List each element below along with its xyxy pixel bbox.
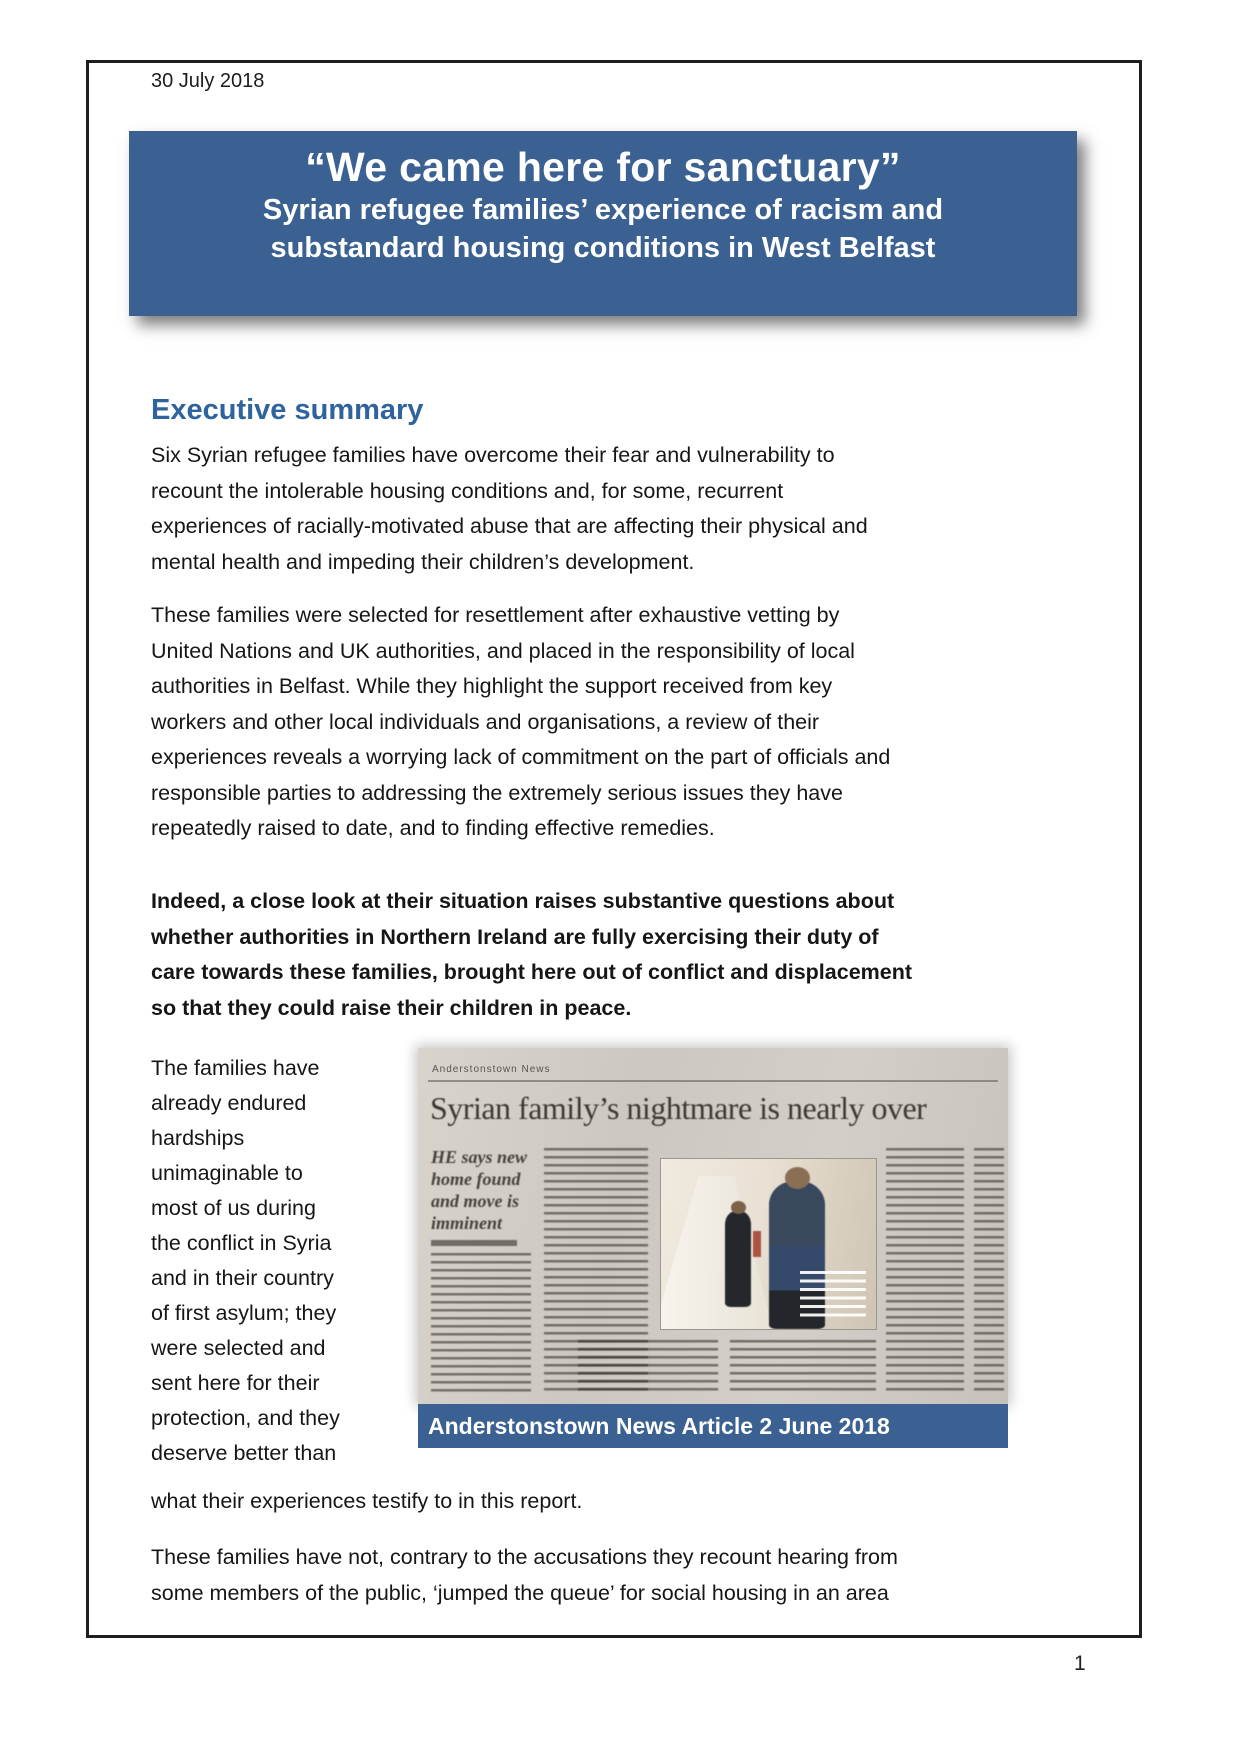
text-line: Six Syrian refugee families have overcome their fear and vulnerability to <box>151 443 835 467</box>
text-line: hardships <box>151 1126 245 1150</box>
report-subtitle-line2: substandard housing conditions in West Belfast <box>270 232 936 264</box>
newspaper-rule <box>428 1080 998 1082</box>
text-line: deserve better than <box>151 1441 337 1465</box>
newspaper-headline: Syrian family’s nightmare is nearly over <box>430 1090 927 1126</box>
text-line: Indeed, a close look at their situation raises substantive questions about <box>151 889 895 913</box>
section-heading-executive-summary: Executive summary <box>151 394 424 426</box>
text-line: responsible parties to addressing the extremely serious issues they have <box>151 780 843 805</box>
paragraph-1 <box>151 438 868 580</box>
text-line: and move is <box>431 1191 519 1211</box>
text-line: experiences of racially-motivated abuse that are affecting their physical and <box>151 514 868 538</box>
text-line: These families have not, contrary to the accusations they recount hearing from <box>151 1545 898 1569</box>
text-line: some members of the public, ‘jumped the queue’ for social housing in an area <box>151 1580 889 1605</box>
newspaper-clipping-image <box>418 1048 1008 1404</box>
newspaper-photo <box>660 1158 877 1330</box>
text-line: protection, and they <box>151 1406 340 1430</box>
newsprint-column <box>886 1148 964 1394</box>
clipping-caption-bar: Anderstonstown News Article 2 June 2018 <box>418 1404 1008 1448</box>
text-line: whether authorities in Northern Ireland are fully exercising their duty of <box>151 924 879 949</box>
photo-man-head <box>785 1167 810 1189</box>
text-line: the conflict in Syria <box>151 1231 332 1255</box>
report-subtitle-line1: Syrian refugee families’ experience of racism and <box>262 194 944 226</box>
text-line: imminent <box>431 1213 503 1233</box>
text-line: experiences reveals a worrying lack of commitment on the part of officials and <box>151 745 891 769</box>
photo-boy-figure <box>725 1211 751 1307</box>
text-line: were selected and <box>151 1336 326 1360</box>
report-title: “We came here for sanctuary” <box>305 144 901 190</box>
text-line: what their experiences testify to in this report. <box>151 1489 583 1513</box>
newsprint-column <box>578 1340 718 1396</box>
text-line: United Nations and UK authorities, and placed in the responsibility of local <box>151 638 855 663</box>
photo-red-detail <box>753 1231 761 1257</box>
text-line: and in their country <box>151 1266 334 1290</box>
text-line: workers and other local individuals and organisations, a review of their <box>151 709 820 734</box>
text-line: unimaginable to <box>151 1161 303 1185</box>
text-line: The families have <box>151 1056 320 1080</box>
text-line: of first asylum; they <box>151 1301 337 1325</box>
newspaper-subheadline <box>431 1146 546 1234</box>
newsprint-column <box>730 1340 876 1396</box>
text-line: recount the intolerable housing conditions and, for some, recurrent <box>151 478 784 503</box>
paragraph-4-wrap-column <box>151 1051 413 1471</box>
text-line: care towards these families, brought here out of conflict and displacement <box>151 960 913 984</box>
paragraph-4-last-line <box>151 1484 582 1520</box>
newsprint-column <box>974 1148 1004 1394</box>
text-line: so that they could raise their children in peace. <box>151 995 632 1020</box>
text-line: repeatedly raised to date, and to finding effective remedies. <box>151 816 715 840</box>
text-line: HE says new <box>431 1147 528 1167</box>
page-number: 1 <box>1074 1652 1086 1675</box>
text-line: mental health and impeding their children’s development. <box>151 549 695 574</box>
photo-boy-head <box>731 1201 746 1214</box>
paragraph-2 <box>151 598 890 847</box>
newspaper-masthead: Anderstonstown News <box>432 1064 551 1075</box>
text-line: authorities in Belfast. While they highlight the support received from key <box>151 674 833 698</box>
paragraph-3-bold <box>151 884 912 1026</box>
text-line: home found <box>431 1169 521 1189</box>
paragraph-5 <box>151 1540 898 1611</box>
document-date: 30 July 2018 <box>151 70 265 92</box>
text-line: These families were selected for resettlement after exhaustive vetting by <box>151 603 840 627</box>
newspaper-byline <box>431 1240 517 1246</box>
text-line: already endured <box>151 1091 307 1115</box>
photo-caption-lines <box>800 1271 866 1317</box>
newsprint-column <box>431 1253 531 1393</box>
text-line: most of us during <box>151 1196 316 1220</box>
text-line: sent here for their <box>151 1371 320 1395</box>
title-banner <box>129 131 1077 316</box>
